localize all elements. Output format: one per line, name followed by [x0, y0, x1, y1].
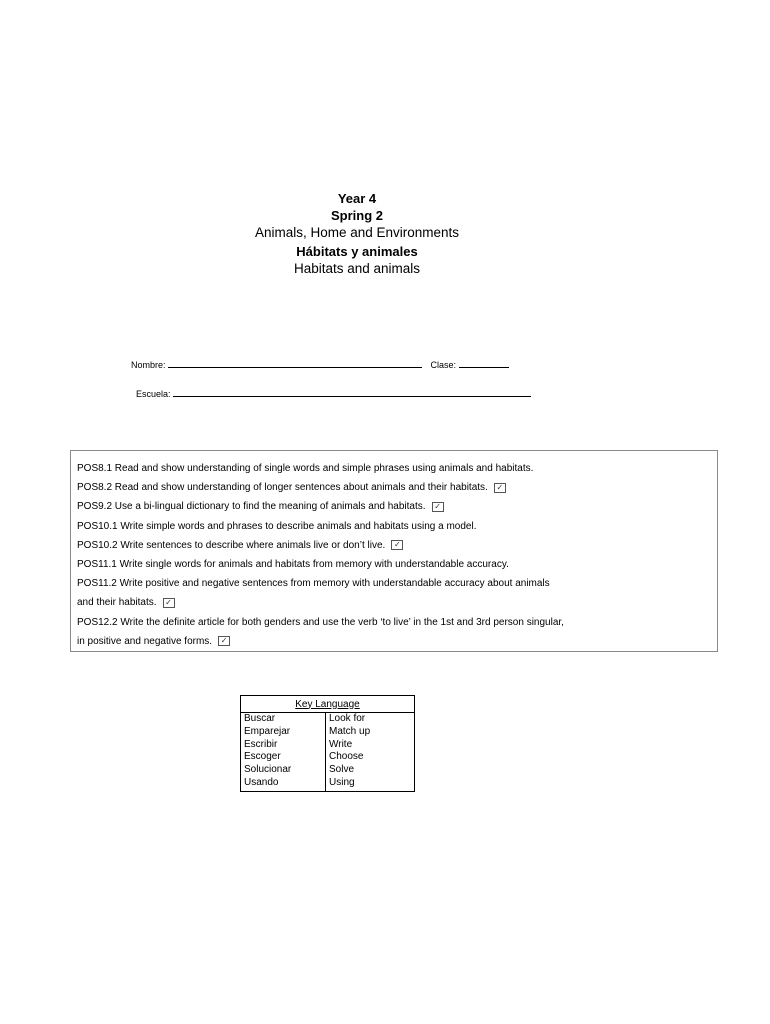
objective-text: POS12.2 Write the definite article for both genders and use the verb ‘to live’ in the 1st and 3rd person singular, — [77, 616, 564, 628]
objective-text: POS8.2 Read and show understanding of longer sentences about animals and their habitats. — [77, 482, 488, 494]
spanish-word: Buscar — [241, 713, 326, 726]
objective-line — [77, 574, 711, 593]
escuela-row — [136, 387, 531, 399]
checkbox-ticked-icon: ✓ — [494, 483, 506, 493]
escuela-label: Escuela: — [136, 389, 171, 399]
english-title: Habitats and animals — [293, 261, 421, 276]
checkbox-ticked-icon: ✓ — [163, 598, 175, 608]
objective-line — [77, 497, 711, 516]
objective-line — [77, 632, 711, 651]
key-language-heading: Key Language — [241, 696, 415, 713]
clase-label: Clase: — [430, 360, 457, 370]
objective-text: POS11.1 Write single words for animals and habitats from memory with understandable accuracy. — [77, 559, 509, 571]
key-language-row — [241, 764, 415, 777]
english-word: Solve — [329, 764, 355, 776]
objective-line — [77, 613, 711, 632]
english-word: Choose — [329, 751, 364, 763]
nombre-clase-row — [131, 358, 509, 370]
objective-text: POS10.1 Write simple words and phrases to describe animals and habitats using a model. — [77, 520, 477, 532]
year-heading: Year 4 — [337, 191, 377, 206]
objective-line — [77, 459, 711, 478]
objective-text: POS11.2 Write positive and negative sentences from memory with understandable accuracy about animals — [77, 578, 550, 590]
nombre-label: Nombre: — [131, 360, 166, 370]
objective-text: in positive and negative forms. — [77, 635, 213, 647]
spanish-word: Usando — [241, 777, 326, 791]
objective-text: and their habitats. — [77, 597, 157, 609]
english-word: Using — [329, 776, 355, 788]
checkbox-ticked-icon: ✓ — [432, 502, 444, 512]
objective-line — [77, 478, 711, 497]
key-language-row — [241, 726, 415, 739]
checkbox-ticked-icon: ✓ — [391, 540, 403, 550]
spanish-word: Emparejar — [241, 726, 326, 739]
checkbox-ticked-icon: ✓ — [218, 636, 230, 646]
spanish-title: Hábitats y animales — [296, 244, 418, 259]
objectives-box — [70, 450, 718, 652]
objective-text: POS8.1 Read and show understanding of single words and simple phrases using animals and habitats. — [77, 463, 534, 474]
spanish-word: Escribir — [241, 739, 326, 752]
objective-line — [77, 555, 711, 574]
key-language-table — [240, 695, 415, 792]
term-heading: Spring 2 — [330, 208, 383, 223]
nombre-field[interactable] — [168, 358, 422, 368]
objective-text: POS9.2 Use a bi-lingual dictionary to find the meaning of animals and habitats. — [77, 501, 426, 513]
clase-field[interactable] — [459, 358, 509, 368]
english-word: Write — [329, 738, 353, 750]
unit-heading: Animals, Home and Environments — [254, 225, 460, 240]
title-block — [200, 190, 514, 277]
key-language-row — [241, 777, 415, 791]
objective-line — [77, 593, 711, 612]
escuela-field[interactable] — [173, 387, 531, 397]
objective-line — [77, 536, 711, 555]
objective-line — [77, 517, 711, 536]
key-language-row — [241, 713, 415, 726]
spanish-word: Solucionar — [241, 764, 326, 777]
english-word: Match up — [329, 725, 371, 737]
objective-text: POS10.2 Write sentences to describe where animals live or don’t live. — [77, 539, 386, 551]
key-language-row — [241, 739, 415, 752]
english-word: Look for — [329, 713, 366, 724]
spanish-word: Escoger — [241, 751, 326, 764]
key-language-row — [241, 751, 415, 764]
